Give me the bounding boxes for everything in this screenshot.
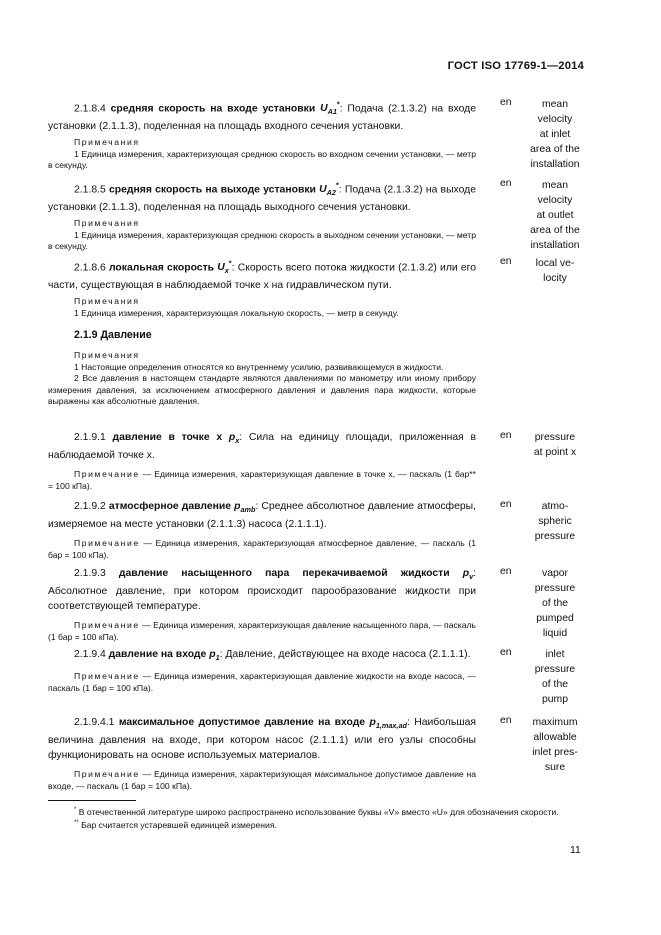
term-entry [48,178,584,253]
term-definition: 2.1.9.1 давление в точке x $p_x$: Сила на единицу площади, приложенная в наблюдаемой точке x. [48,432,476,461]
term-note: Примечание — Единица измерения, характеризующая давление в точке x, — паскаль (1 бар** = 100 кПа). [48,469,476,491]
term-definition: 2.1.9.2 атмосферное давление $p_{amb}$: Среднее абсолютное давление атмосферы, измеряемое на месте установки (2.1.1.3) насоса (2.1.1.1). [48,501,477,530]
term-entry [48,647,584,705]
language-code: en [500,256,512,267]
term-note: Примечание — Единица измерения, характеризующая давление жидкости на входе насоса, — паскаль (1 бар = 100 кПа). [48,671,476,693]
english-equivalent: mean velocity at outlet area of the installation [530,180,580,251]
term-note: Примечания 1 Единица измерения, характеризующая локальную скорость, — метр в секунду. [74,296,399,318]
term-note: Примечание — Единица измерения, характеризующая максимальное допустимое давление на входе, — паскаль (1 бар = 100 кПа). [48,769,476,791]
term-definition: 2.1.9.3 давление насыщенного пара перекачиваемой жидкости $p_v$: Абсолютное давление, при котором происходит парообразование жидкости при соответствующей температуре. [48,568,477,612]
document-code: ГОСТ ISO 17769-1—2014 [447,60,584,72]
term-note: Примечание — Единица измерения, характеризующая давление насыщенного пара, — паскаль (1 бар = 100 кПа). [48,620,476,642]
language-code: en [500,430,512,441]
english-equivalent: mean velocity at inlet area of the installation [530,99,580,170]
term-entry [48,566,584,643]
page-number: 11 [570,845,581,856]
term-definition: 2.1.8.4 средняя скорость на входе установки $U_{A1}^*$: Подача (2.1.3.2) на входе установки (2.1.1.3), поделенная на площадь входного сечения установки. [48,100,476,133]
language-code: en [500,647,512,658]
term-definition: 2.1.9.4 давление на входе $p_1$: Давление, действующее на входе насоса (2.1.1.1). [74,649,471,662]
footnote-separator [48,800,136,801]
language-code: en [500,499,512,510]
english-equivalent: inlet pressure of the pump [534,649,576,705]
english-equivalent: pressure at point x [533,432,577,458]
term-entry [48,499,584,561]
term-entry [48,97,584,172]
term-entry [48,430,584,492]
language-code: en [500,97,512,108]
term-definition: 2.1.8.5 средняя скорость на выходе установки $U_{A2}^*$: Подача (2.1.3.2) на выходе установки (2.1.1.3), поделенная на площадь выходного сечения установки. [48,181,477,214]
term-entry [48,715,584,792]
term-note: Примечание — Единица измерения, характеризующая атмосферное давление, — паскаль (1 бар = 100 кПа). [48,538,477,560]
term-definition: 2.1.8.6 локальная скорость $U_x^*$: Скорость всего потока жидкости (2.1.3.2) или его части, существующая в наблюдаемой точке x на гидравлическом пути. [48,259,476,292]
language-code: en [500,566,512,577]
language-code: en [500,715,512,726]
term-definition: 2.1.9.4.1 максимальное допустимое давление на входе $p_{1,max,ad}$: Наибольшая величина давления на входе, при котором насос (2.1.1.1) или его узлы способны функционировать на основе используемых материалов. [48,717,476,761]
term-entry [48,256,584,319]
english-equivalent: local ve- locity [535,258,575,284]
section-title: 2.1.9 Давление [74,329,152,341]
english-equivalent: vapor pressure of the pumped liquid [534,568,576,639]
english-equivalent: maximum allowable inlet pres- sure [532,717,578,773]
term-note: Примечания 1 Единица измерения, характеризующая среднюю скорость во входном сечении установки, — метр в секунду. [48,137,476,171]
english-equivalent: atmo- spheric pressure [534,501,576,542]
footnotes: * В отечественной литературе широко распространено использование буквы «V» вместо «U» для обозначения скорости. ** Бар считается устаревшей единицей измерения. [74,806,559,831]
language-code: en [500,178,512,189]
term-note: Примечания 1 Единица измерения, характеризующая среднюю скорость в выходном сечении установки, — метр в секунду. [48,218,476,252]
section-notes: Примечания 1 Настоящие определения относятся ко внутреннему усилию, развивающемуся в жидкости. 2 Все давления в настоящем стандарте являются давлениями по манометру или иному прибору измерения давления, за исключением атмосферного давления и давления пара жидкости, которые выражены как абсолютные давления. [48,350,476,406]
